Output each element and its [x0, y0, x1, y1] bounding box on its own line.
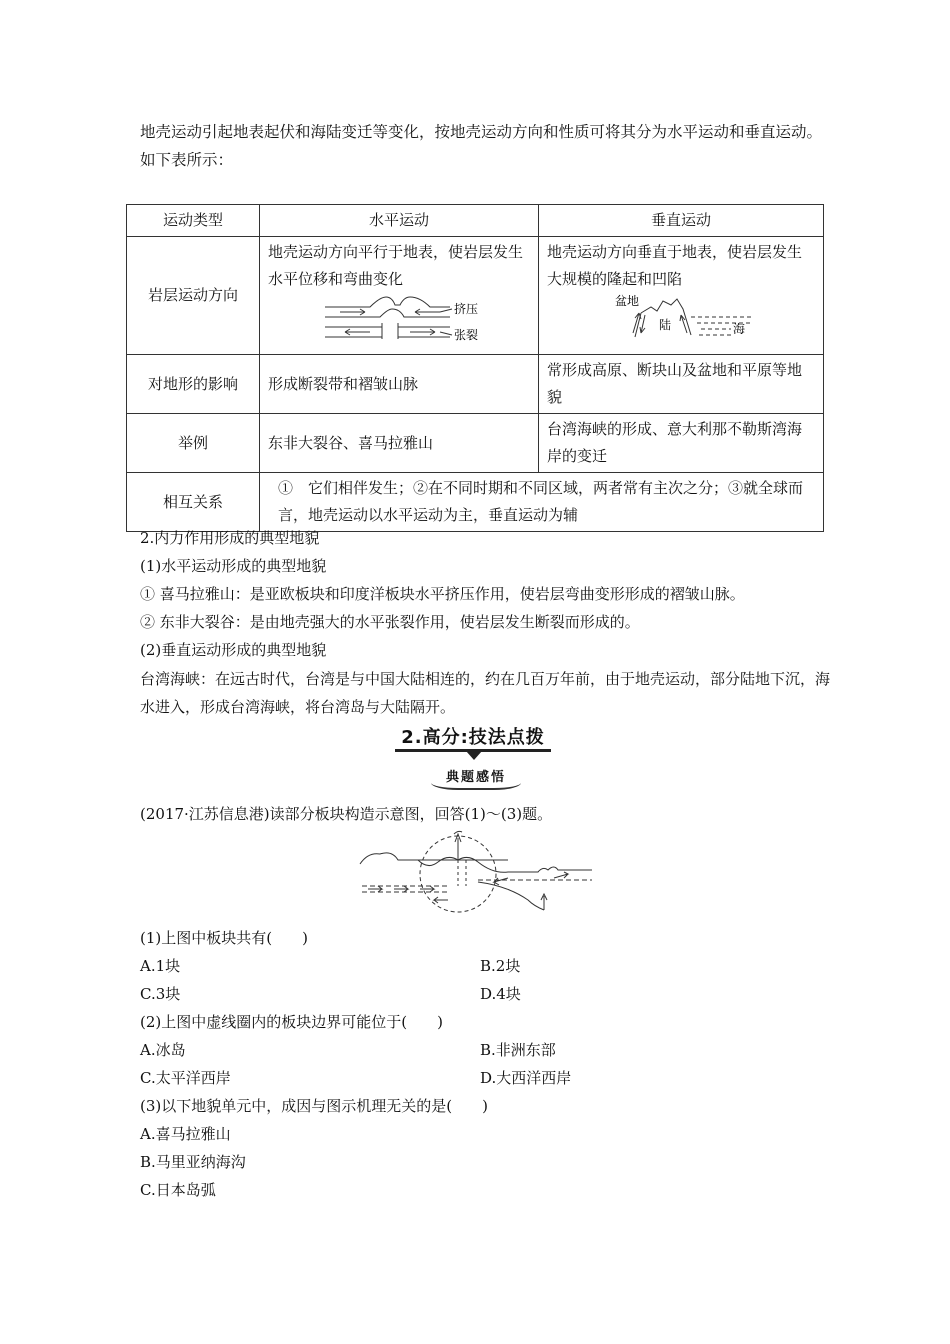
option-d[interactable]: D.4块 — [480, 985, 521, 1003]
banner-arrow-icon — [466, 751, 482, 760]
intro-paragraph: 地壳运动引起地表起伏和海陆变迁等变化，按地壳运动方向和性质可将其分为水平运动和垂直运动。如下表所示： — [140, 123, 823, 169]
option-b[interactable]: B.非洲东部 — [480, 1041, 556, 1059]
question-2: (2)上图中虚线圈内的板块边界可能位于( ) — [140, 1013, 443, 1031]
section-title: 2.内力作用形成的典型地貌 — [140, 529, 320, 547]
taiwan-strait-paragraph: 台湾海峡：在远古时代，台湾是与中国大陆相连的，约在几百万年前，由于地壳运动，部分陆地下沉，海水进入，形成台湾海峡，将台湾岛与大陆隔开。 — [140, 670, 831, 716]
table-cell: 东非大裂谷、喜马拉雅山 — [260, 414, 539, 473]
question-1: (1)上图中板块共有( ) — [140, 929, 308, 947]
sea-label: 海 — [733, 322, 746, 336]
table-cell — [260, 237, 539, 355]
row-label: 岩层运动方向 — [127, 237, 260, 355]
subsection-title: (1)水平运动形成的典型地貌 — [140, 557, 327, 575]
table-header: 垂直运动 — [539, 205, 824, 237]
list-item: ① 喜马拉雅山：是亚欧板块和印度洋板块水平挤压作用，使岩层弯曲变形形成的褶皱山脉。 — [140, 585, 745, 603]
compression-label: 挤压 — [454, 302, 479, 316]
option-a[interactable]: A.喜马拉雅山 — [140, 1125, 231, 1143]
horizontal-movement-diagram — [320, 293, 490, 343]
table-cell-merged: ① 它们相伴发生；②在不同时期和不同区域，两者常有主次之分；③就全球而言，地壳运动以水平运动为主，垂直运动为辅 — [260, 473, 824, 532]
subsection-title: (2)垂直运动形成的典型地貌 — [140, 641, 327, 659]
crust-movement-table — [126, 204, 824, 532]
land-label: 陆 — [659, 318, 672, 332]
question-stem: (2017·江苏信息港)读部分板块构造示意图，回答(1)～(3)题。 — [140, 805, 553, 823]
option-c[interactable]: C.太平洋西岸 — [140, 1069, 231, 1087]
vertical-movement-diagram — [611, 293, 761, 343]
option-b[interactable]: B.马里亚纳海沟 — [140, 1153, 246, 1171]
rift-label: 张裂 — [454, 328, 479, 342]
row-label: 对地形的影响 — [127, 355, 260, 414]
banner-subtitle: 典题感悟 — [431, 766, 521, 790]
list-item: ② 东非大裂谷：是由地壳强大的水平张裂作用，使岩层发生断裂而形成的。 — [140, 613, 640, 631]
table-header: 运动类型 — [127, 205, 260, 237]
option-a[interactable]: A.1块 — [140, 957, 181, 975]
row-label: 相互关系 — [127, 473, 260, 532]
option-a[interactable]: A.冰岛 — [140, 1041, 186, 1059]
table-header: 水平运动 — [260, 205, 539, 237]
plate-tectonics-diagram — [358, 830, 594, 916]
table-cell: 常形成高原、断块山及盆地和平原等地貌 — [539, 355, 824, 414]
banner-title: 2.高分:技法点拨 — [393, 723, 553, 749]
option-c[interactable]: C.3块 — [140, 985, 181, 1003]
cell-text: 地壳运动方向垂直于地表，使岩层发生大规模的隆起和凹陷 — [547, 243, 803, 288]
option-d[interactable]: D.大西洋西岸 — [480, 1069, 572, 1087]
question-3: (3)以下地貌单元中，成因与图示机理无关的是( ) — [140, 1097, 488, 1115]
table-cell: 形成断裂带和褶皱山脉 — [260, 355, 539, 414]
cell-text: 地壳运动方向平行于地表，使岩层发生水平位移和弯曲变化 — [268, 243, 524, 288]
basin-label: 盆地 — [615, 294, 640, 308]
row-label: 举例 — [127, 414, 260, 473]
option-c[interactable]: C.日本岛弧 — [140, 1181, 216, 1199]
table-cell: 台湾海峡的形成、意大利那不勒斯湾海岸的变迁 — [539, 414, 824, 473]
option-b[interactable]: B.2块 — [480, 957, 521, 975]
table-cell — [539, 237, 824, 355]
